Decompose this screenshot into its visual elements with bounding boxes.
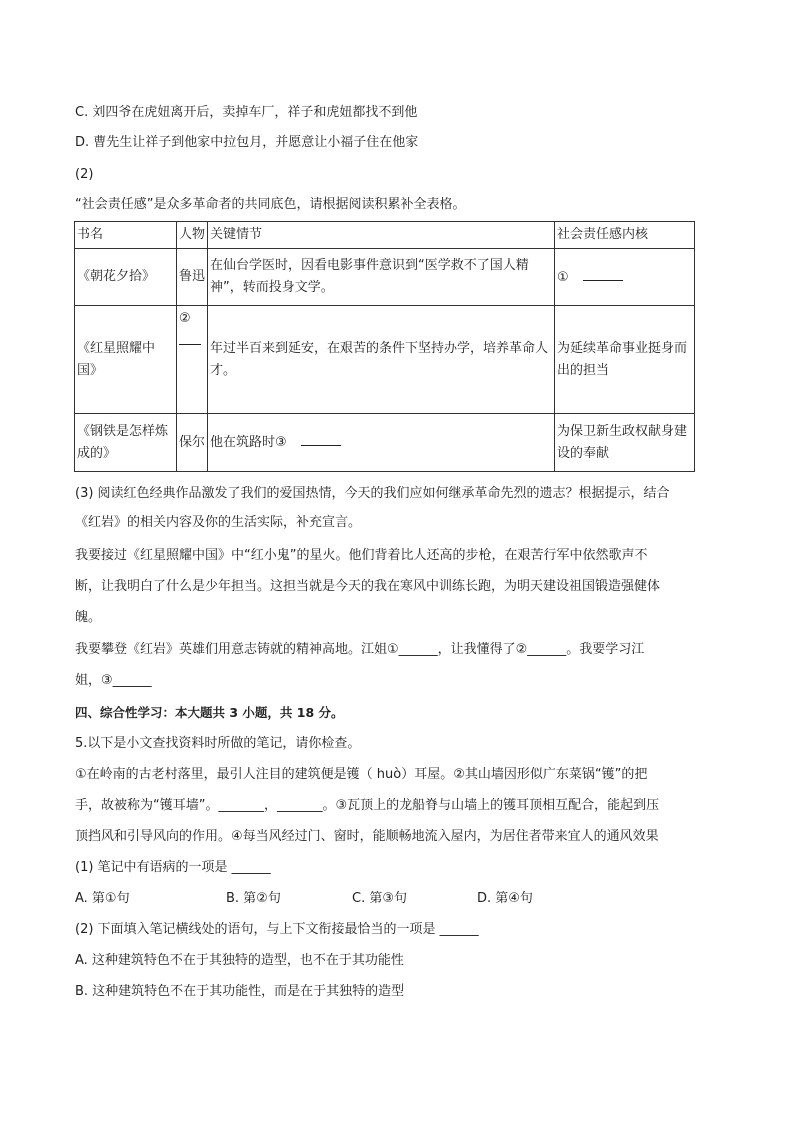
row3-person: 保尔 [177,414,208,472]
row2-person-cell [177,306,208,414]
row1-plot: 在仙台学医时，因看电影事件意识到“医学救不了国人精神”，转而投身文学。 [208,249,555,306]
question-2-number: (2) [75,167,94,182]
declaration-1-line-1: 我要接过《红星照耀中国》中“红小鬼”的星火。他们背着比人还高的步枪，在艰苦行军中依然歌声不 [75,548,648,563]
note-line-2: 手，故被称为“镬耳墙”。_______，_______。③瓦顶上的龙船脊与山墙上的镬耳顶相互配合，能起到压 [75,798,660,813]
declaration-1-line-2: 断，让我明白了什么是少年担当。这担当就是今天的我在寒风中训练长跑，为明天建设祖国锻造强健体 [75,579,661,594]
table-row [75,414,695,472]
declaration-2-line-1: 我要攀登《红岩》英雄们用意志铸就的精神高地。江姐①______，让我懂得了②______。我要学习江 [75,642,645,657]
header-core: 社会责任感内核 [555,222,695,249]
row3-plot: 他在筑路时③ [210,435,287,450]
note-line-1: ①在岭南的古老村落里，最引人注目的建筑便是镬（ huò）耳屋。②其山墙因形似广东菜锅“镬”的把 [75,767,648,782]
option-1d[interactable]: D. 第④句 [477,891,533,906]
table-header-row [75,222,695,249]
table-row [75,249,695,306]
question-5-intro: 5.以下是小文查找资料时所做的笔记，请你检查。 [75,736,361,751]
row1-core-blank[interactable] [583,266,623,281]
option-d-line: D. 曹先生让祥子到他家中拉包月，并愿意让小福子住在他家 [75,135,419,150]
question-2-intro: “社会责任感”是众多革命者的共同底色，请根据阅读积累补全表格。 [75,197,466,212]
row1-book: 《朝花夕拾》 [75,249,177,306]
row3-core: 为保卫新生政权献身建设的奉献 [555,414,695,472]
row3-plot-blank[interactable] [301,431,341,446]
table-row [75,306,695,414]
row3-book: 《钢铁是怎样炼成的》 [75,414,177,472]
row2-person: ② [179,311,191,326]
question-3-line-2: 《红岩》的相关内容及你的生活实际，补充宣言。 [75,515,362,530]
option-c-line: C. 刘四爷在虎妞离开后，卖掉车厂，祥子和虎妞都找不到他 [75,105,418,120]
option-2a[interactable]: A. 这种建筑特色不在于其独特的造型，也不在于其功能性 [75,953,404,968]
option-2b[interactable]: B. 这种建筑特色不在于其功能性，而是在于其独特的造型 [75,984,405,999]
header-plot: 关键情节 [208,222,555,249]
header-person: 人物 [177,222,208,249]
option-1a[interactable]: A. 第①句 [75,891,130,906]
row3-plot-cell [208,414,555,472]
responsibility-table [74,221,695,472]
subquestion-2: (2) 下面填入笔记横线处的语句，与上下文衔接最恰当的一项是 ______ [75,922,479,937]
declaration-1-line-3: 魄。 [75,610,102,625]
row1-core: ① [557,269,569,285]
declaration-2-line-2: 姐，③______ [75,673,152,688]
note-line-3: 顶挡风和引导风向的作用。④每当风经过门、窗时，能顺畅地流入屋内，为居住者带来宜人的通风效果 [75,829,659,844]
section-4-heading: 四、综合性学习：本大题共 3 小题，共 18 分。 [75,705,344,720]
question-3-line-1: (3) 阅读红色经典作品激发了我们的爱国热情，今天的我们应如何继承革命先烈的遗志？根据提示，结合 [75,486,670,501]
row2-core: 为延续革命事业挺身而出的担当 [555,306,695,414]
row2-person-blank[interactable] [179,330,201,345]
row2-plot: 年过半百来到延安，在艰苦的条件下坚持办学，培养革命人才。 [208,306,555,414]
option-1c[interactable]: C. 第③句 [352,891,407,906]
row2-book: 《红星照耀中国》 [75,306,177,414]
header-book: 书名 [75,222,177,249]
row1-person: 鲁迅 [177,249,208,306]
row1-core-cell [555,249,695,306]
subquestion-1: (1) 笔记中有语病的一项是 ______ [75,860,271,875]
option-1b[interactable]: B. 第②句 [226,891,281,906]
